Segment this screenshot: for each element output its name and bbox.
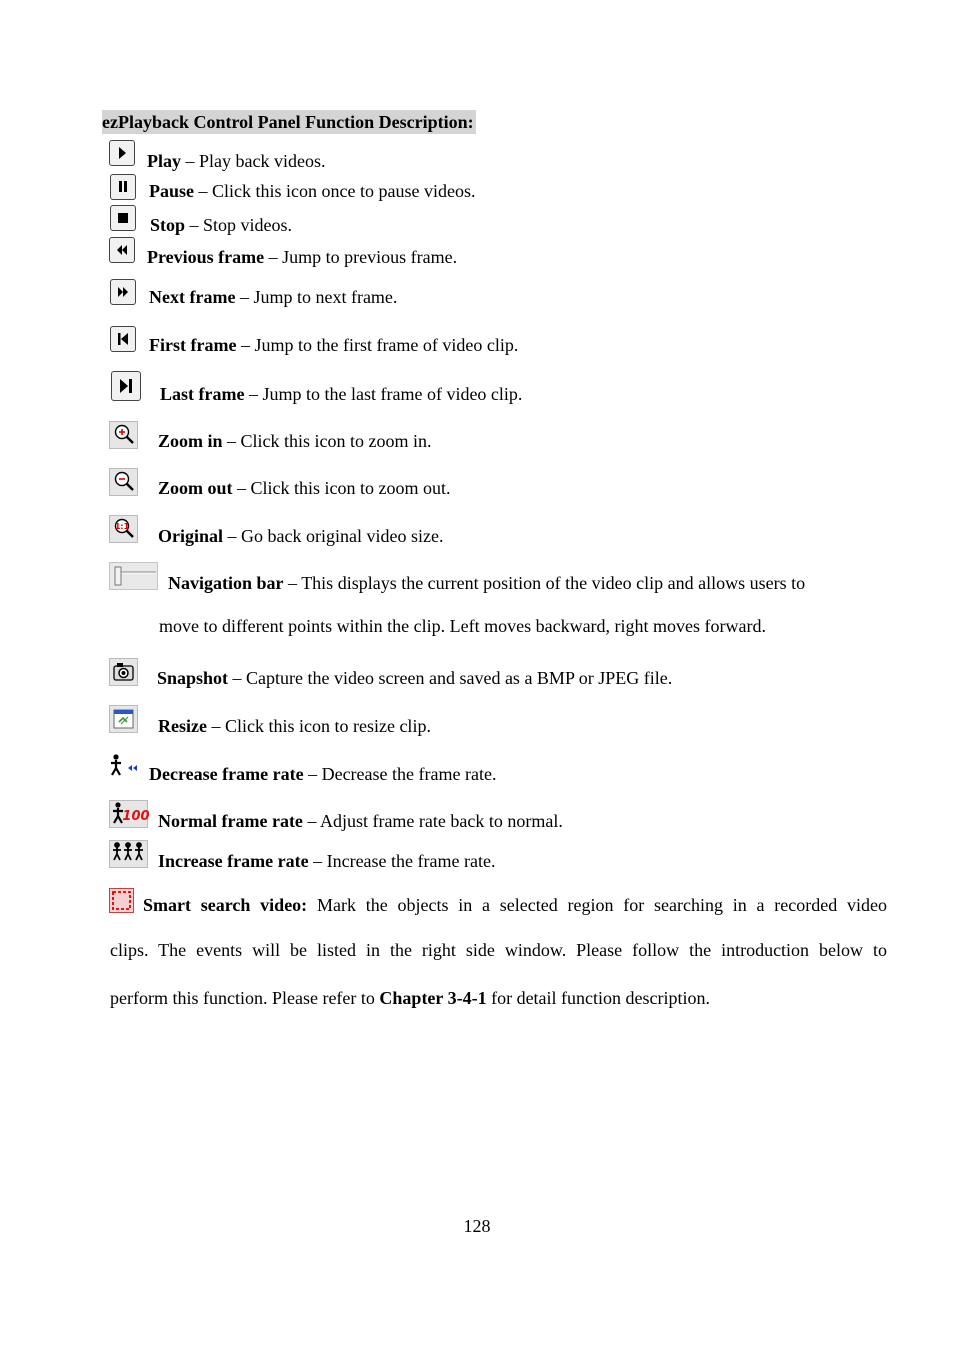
- zoom-out-icon: [109, 468, 139, 496]
- item-desc: – Go back original video size.: [223, 526, 444, 546]
- item-term: Decrease frame rate: [149, 764, 304, 784]
- first-frame-icon: [110, 326, 136, 352]
- function-item-increase-frame-rate: [0, 840, 954, 871]
- normal-frame-rate-icon: [109, 800, 149, 828]
- function-item-play: [0, 140, 954, 171]
- function-item-snapshot: [0, 658, 954, 688]
- function-item-zoom-out: [0, 468, 954, 498]
- item-desc: – Click this icon to resize clip.: [206, 716, 431, 736]
- increase-frame-rate-icon: [109, 840, 149, 868]
- last-frame-icon: [111, 371, 141, 401]
- navigation-slider-icon: [109, 562, 159, 590]
- smart-search-line-3: [110, 987, 887, 1009]
- item-desc: – Decrease the frame rate.: [303, 764, 497, 784]
- function-item-previous-frame: [0, 237, 954, 267]
- item-desc: – This displays the current position of the video clip and allows users to: [283, 573, 806, 593]
- decrease-frame-rate-icon: [109, 753, 139, 781]
- item-desc: – Click this icon to zoom out.: [232, 478, 451, 498]
- smart-search-desc: Mark the objects in a selected region for searching in a recorded video: [307, 895, 887, 915]
- pause-icon: [110, 174, 136, 200]
- item-term: Zoom out: [158, 478, 233, 498]
- item-term: Zoom in: [158, 431, 223, 451]
- item-desc: – Click this icon once to pause videos.: [194, 181, 476, 201]
- item-term: Pause: [149, 181, 194, 201]
- smart-search-line-1: [143, 894, 887, 916]
- function-item-resize: [0, 705, 954, 736]
- item-desc: – Jump to the last frame of video clip.: [244, 384, 523, 404]
- svg-text:1:1: 1:1: [114, 522, 130, 531]
- smart-search-text: perform this function. Please refer to: [110, 988, 380, 1008]
- chapter-reference: Chapter 3-4-1: [379, 988, 487, 1008]
- item-term: Last frame: [160, 384, 245, 404]
- smart-search-term: Smart search video:: [143, 895, 308, 915]
- zoom-in-icon: [109, 421, 139, 449]
- function-item-navigation-bar: [0, 562, 954, 636]
- item-desc: – Capture the video screen and saved as a BMP or JPEG file.: [228, 668, 673, 688]
- item-desc: – Adjust frame rate back to normal.: [302, 811, 563, 831]
- page-number: 128: [463, 1216, 491, 1236]
- smart-search-text-end: for detail function description.: [486, 988, 711, 1008]
- function-item-next-frame: [0, 279, 954, 307]
- item-term: Original: [158, 526, 224, 546]
- item-desc-continued: move to different points within the clip. Left moves backward, right moves forward.: [159, 616, 767, 636]
- function-item-decrease-frame-rate: [0, 753, 954, 784]
- previous-frame-icon: [109, 237, 135, 263]
- smart-search-icon: [109, 888, 135, 914]
- function-item-pause: [0, 174, 954, 201]
- item-desc: – Jump to next frame.: [235, 287, 398, 307]
- original-size-icon: [109, 515, 139, 543]
- item-desc: – Increase the frame rate.: [308, 851, 496, 871]
- item-desc: – Jump to the first frame of video clip.: [236, 335, 519, 355]
- play-icon: [109, 140, 135, 166]
- svg-text:100: 100: [122, 809, 149, 824]
- section-heading: ezPlayback Control Panel Function Description:: [102, 112, 474, 132]
- item-term: Next frame: [149, 287, 236, 307]
- snapshot-icon: [109, 658, 139, 686]
- next-frame-icon: [110, 279, 136, 305]
- function-item-first-frame: [0, 326, 954, 355]
- item-term: Resize: [158, 716, 207, 736]
- item-desc: – Play back videos.: [181, 151, 326, 171]
- function-item-original: [0, 515, 954, 546]
- function-item-zoom-in: [0, 421, 954, 451]
- item-desc: – Click this icon to zoom in.: [222, 431, 432, 451]
- smart-search-line-2: clips. The events will be listed in the right side window. Please follow the introduction below to: [110, 940, 887, 960]
- item-desc: – Jump to previous frame.: [264, 247, 458, 267]
- resize-icon: [109, 705, 139, 733]
- item-term: Play: [147, 151, 181, 171]
- stop-icon: [110, 205, 136, 231]
- item-term: Increase frame rate: [158, 851, 309, 871]
- item-term: First frame: [149, 335, 237, 355]
- item-term: Navigation bar: [168, 573, 284, 593]
- function-item-normal-frame-rate: [0, 800, 954, 831]
- item-term: Snapshot: [157, 668, 229, 688]
- item-term: Normal frame rate: [158, 811, 303, 831]
- item-term: Previous frame: [147, 247, 265, 267]
- function-item-last-frame: [0, 371, 954, 404]
- function-item-stop: [0, 205, 954, 235]
- item-term: Stop: [150, 215, 186, 235]
- item-desc: – Stop videos.: [185, 215, 293, 235]
